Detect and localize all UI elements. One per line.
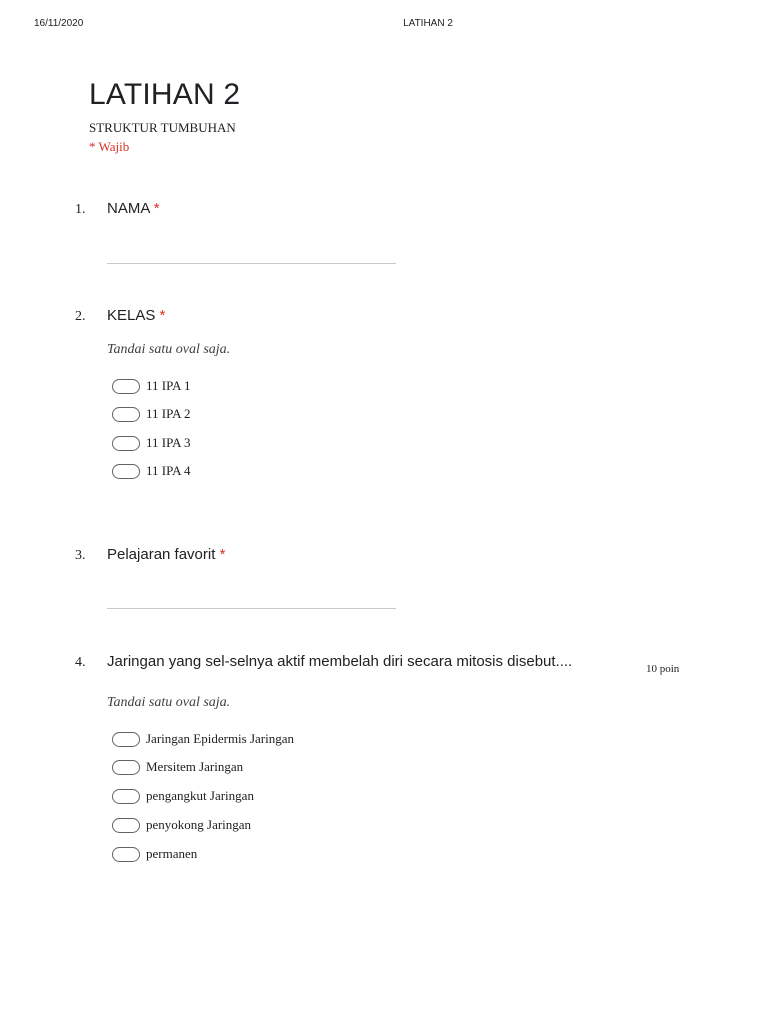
required-asterisk: * xyxy=(153,200,160,217)
question-1-title xyxy=(107,200,160,217)
question-4-option-2[interactable] xyxy=(112,758,243,776)
option-label: 11 IPA 2 xyxy=(146,406,191,421)
option-label: penyokong Jaringan xyxy=(146,817,252,832)
question-2-option-2[interactable] xyxy=(112,405,191,423)
radio-oval[interactable] xyxy=(112,407,140,422)
option-label: 11 IPA 3 xyxy=(146,435,191,450)
radio-oval[interactable] xyxy=(112,464,140,479)
print-title: LATIHAN 2 xyxy=(403,18,453,29)
form-title: LATIHAN 2 xyxy=(89,78,241,111)
question-4-number: 4. xyxy=(75,655,86,670)
question-3-number: 3. xyxy=(75,548,86,563)
question-4-option-4[interactable] xyxy=(112,816,251,834)
question-1-number: 1. xyxy=(75,202,86,217)
question-2-option-4[interactable] xyxy=(112,462,191,480)
question-1-answer-field[interactable] xyxy=(107,263,396,264)
radio-oval[interactable] xyxy=(112,732,140,747)
question-4-hint: Tandai satu oval saja. xyxy=(107,695,231,710)
radio-oval[interactable] xyxy=(112,760,140,775)
question-4-option-1[interactable] xyxy=(112,730,294,748)
question-3-answer-field[interactable] xyxy=(107,608,396,609)
question-2-text: KELAS xyxy=(107,307,156,324)
option-label: 11 IPA 1 xyxy=(146,378,191,393)
question-2-title xyxy=(107,307,165,324)
question-3-text: Pelajaran favorit xyxy=(107,546,216,563)
option-label: 11 IPA 4 xyxy=(146,463,191,478)
print-date: 16/11/2020 xyxy=(34,18,84,29)
radio-oval[interactable] xyxy=(112,818,140,833)
question-4-option-5[interactable] xyxy=(112,845,197,863)
question-3-title xyxy=(107,546,225,563)
question-4-text: Jaringan yang sel-selnya aktif membelah diri secara mitosis disebut.... xyxy=(107,653,573,670)
required-note: * Wajib xyxy=(89,139,130,154)
question-2-option-3[interactable] xyxy=(112,434,191,452)
question-1-text: NAMA xyxy=(107,200,150,217)
form-description: STRUKTUR TUMBUHAN xyxy=(89,120,236,135)
radio-oval[interactable] xyxy=(112,436,140,451)
question-2-number: 2. xyxy=(75,309,86,324)
option-label: Mersitem Jaringan xyxy=(146,759,244,774)
required-asterisk: * xyxy=(219,546,226,563)
option-label: permanen xyxy=(146,846,198,861)
option-label: pengangkut Jaringan xyxy=(146,788,254,803)
question-4-option-3[interactable] xyxy=(112,787,254,805)
option-label: Jaringan Epidermis Jaringan xyxy=(146,731,295,746)
required-asterisk: * xyxy=(159,307,166,324)
radio-oval[interactable] xyxy=(112,847,140,862)
question-2-hint: Tandai satu oval saja. xyxy=(107,342,231,357)
question-2-option-1[interactable] xyxy=(112,377,191,395)
question-4-points: 10 poin xyxy=(646,663,680,675)
radio-oval[interactable] xyxy=(112,789,140,804)
radio-oval[interactable] xyxy=(112,379,140,394)
